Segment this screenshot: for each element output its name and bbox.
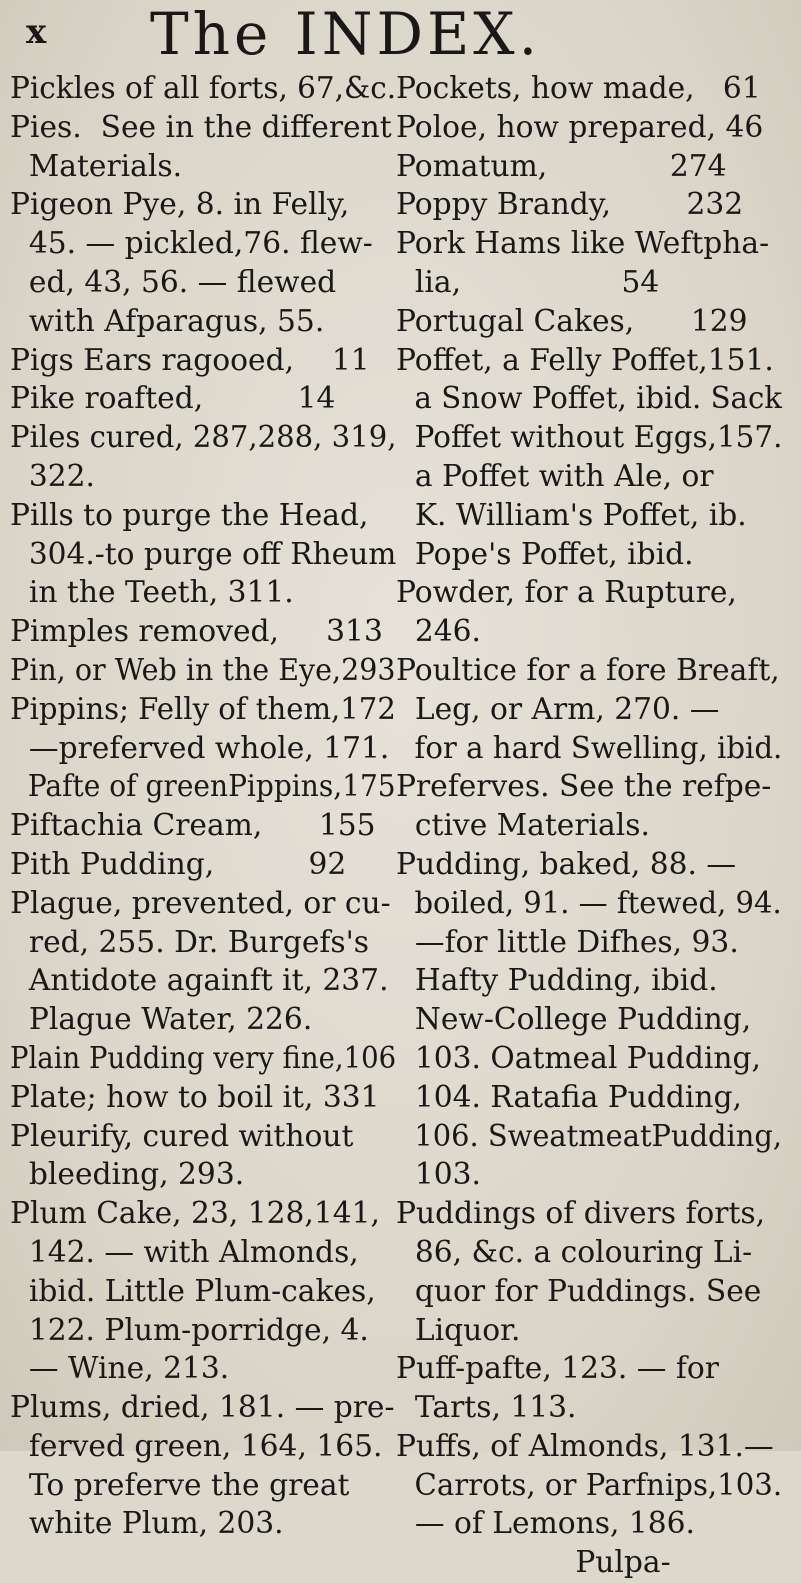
index-line: Pippins; Felly of them,172 [10, 691, 396, 727]
index-line: 304.-to purge off Rheum [10, 536, 397, 572]
index-line: Carrots, or Parfnips,103. [396, 1467, 783, 1503]
index-line: Materials. [10, 148, 183, 184]
index-line: Pickles of all forts, 67,&c. [10, 71, 397, 106]
index-line: Plum Cake, 23, 128,141, [10, 1196, 380, 1232]
index-line: white Plum, 203. [10, 1506, 284, 1542]
index-line: Pope's Poffet, ibid. [396, 536, 694, 572]
index-line: 142. — with Almonds, [10, 1234, 359, 1270]
index-line: — of Lemons, 186. [396, 1506, 695, 1542]
index-line: New-College Pudding, [396, 1002, 752, 1038]
index-line: 103. Oatmeal Pudding, [396, 1040, 761, 1076]
index-line: a Snow Poffet, ibid. Sack [396, 381, 782, 417]
index-line: Plain Pudding very fine,106 [10, 1040, 397, 1076]
index-line: a Poffet with Ale, or [396, 458, 714, 494]
index-line: Puff-pafte, 123. — for [396, 1351, 719, 1387]
index-line: 106. SweatmeatPudding, [396, 1118, 783, 1154]
index-line: in the Teeth, 311. [10, 575, 294, 611]
index-line: 246. [396, 614, 481, 650]
index-line: Pills to purge the Head, [10, 497, 369, 533]
index-line: Antidote againft it, 237. [10, 963, 389, 999]
index-line: Poffet without Eggs,157. [396, 420, 783, 456]
page-header [0, 2, 801, 66]
index-line: Leg, or Arm, 270. — [396, 691, 720, 727]
index-line: Pith Pudding, 92 [10, 846, 347, 882]
index-line: bleeding, 293. [10, 1157, 245, 1193]
index-line: Poultice for a fore Breaft, [396, 652, 780, 688]
index-line: Plague Water, 226. [10, 1002, 313, 1038]
index-line: Poloe, how prepared, 46 [396, 109, 764, 145]
index-line: Puddings of divers forts, [396, 1196, 766, 1232]
index-line: Pigs Ears ragooed, 11 [10, 342, 370, 378]
index-line: Pleurify, cured without [10, 1118, 354, 1154]
index-line: quor for Puddings. See [396, 1273, 762, 1309]
index-line: Poppy Brandy, 232 [396, 187, 744, 223]
index-line: Powder, for a Rupture, [396, 575, 737, 611]
index-line: Piles cured, 287,288, 319, [10, 420, 397, 456]
index-line: Hafty Pudding, ibid. [396, 963, 718, 999]
index-line: Pockets, how made, 61 [396, 71, 761, 106]
index-line: Pigeon Pye, 8. in Felly, [10, 187, 350, 223]
index-line: Tarts, 113. [396, 1390, 577, 1426]
index-line: —preferved whole, 171. [10, 730, 390, 766]
page-title: The INDEX. [150, 0, 542, 68]
header-mark: x [26, 12, 47, 52]
index-line: Poffet, a Felly Poffet,151. [396, 342, 774, 378]
index-line: Pulpa- [396, 1545, 671, 1581]
index-line: Pies. See in the different [10, 109, 392, 145]
index-line: To preferve the great [10, 1467, 350, 1503]
index-line: Pomatum, 274 [396, 148, 727, 184]
index-line: Plate; how to boil it, 331 [10, 1079, 380, 1115]
index-line: ed, 43, 56. — flewed [10, 264, 337, 300]
index-line: 86, &c. a colouring Li- [396, 1234, 753, 1270]
index-line: ibid. Little Plum-cakes, [10, 1273, 376, 1309]
index-line: Pin, or Web in the Eye,293 [10, 652, 396, 688]
index-line: 104. Ratafia Pudding, [396, 1079, 742, 1115]
index-line: Piftachia Cream, 155 [10, 808, 376, 844]
index-line: Liquor. [396, 1312, 521, 1348]
index-line: Pudding, baked, 88. — [396, 846, 737, 882]
index-line: Pimples removed, 313 [10, 614, 383, 650]
index-line: Plums, dried, 181. — pre- [10, 1390, 395, 1426]
index-line: with Afparagus, 55. [10, 303, 325, 339]
index-line: —for little Difhes, 93. [396, 924, 739, 960]
index-line: — Wine, 213. [10, 1351, 230, 1387]
right-index-column [396, 70, 786, 1583]
index-line: 45. — pickled,76. flew- [10, 226, 373, 262]
index-line: Preferves. See the refpe- [396, 769, 772, 805]
index-line: red, 255. Dr. Burgefs's [10, 924, 370, 960]
index-line: Pafte of greenPippins,175 [10, 769, 396, 805]
index-line: Pike roafted, 14 [10, 381, 336, 417]
index-line: Puffs, of Almonds, 131.— [396, 1428, 774, 1464]
index-line: ctive Materials. [396, 808, 650, 844]
index-line: K. William's Poffet, ib. [396, 497, 747, 533]
index-line: Pork Hams like Weftpha- [396, 226, 770, 262]
left-index-column [10, 70, 400, 1544]
index-line: Portugal Cakes, 129 [396, 303, 748, 339]
index-line: boiled, 91. — ftewed, 94. [396, 885, 782, 921]
index-line: lia, 54 [396, 264, 660, 300]
index-line: for a hard Swelling, ibid. [396, 730, 783, 766]
index-line: 103. [396, 1157, 481, 1193]
index-line: Plague, prevented, or cu- [10, 885, 391, 921]
index-line: ferved green, 164, 165. [10, 1428, 383, 1464]
index-line: 122. Plum-porridge, 4. [10, 1312, 369, 1348]
index-line: 322. [10, 458, 95, 494]
